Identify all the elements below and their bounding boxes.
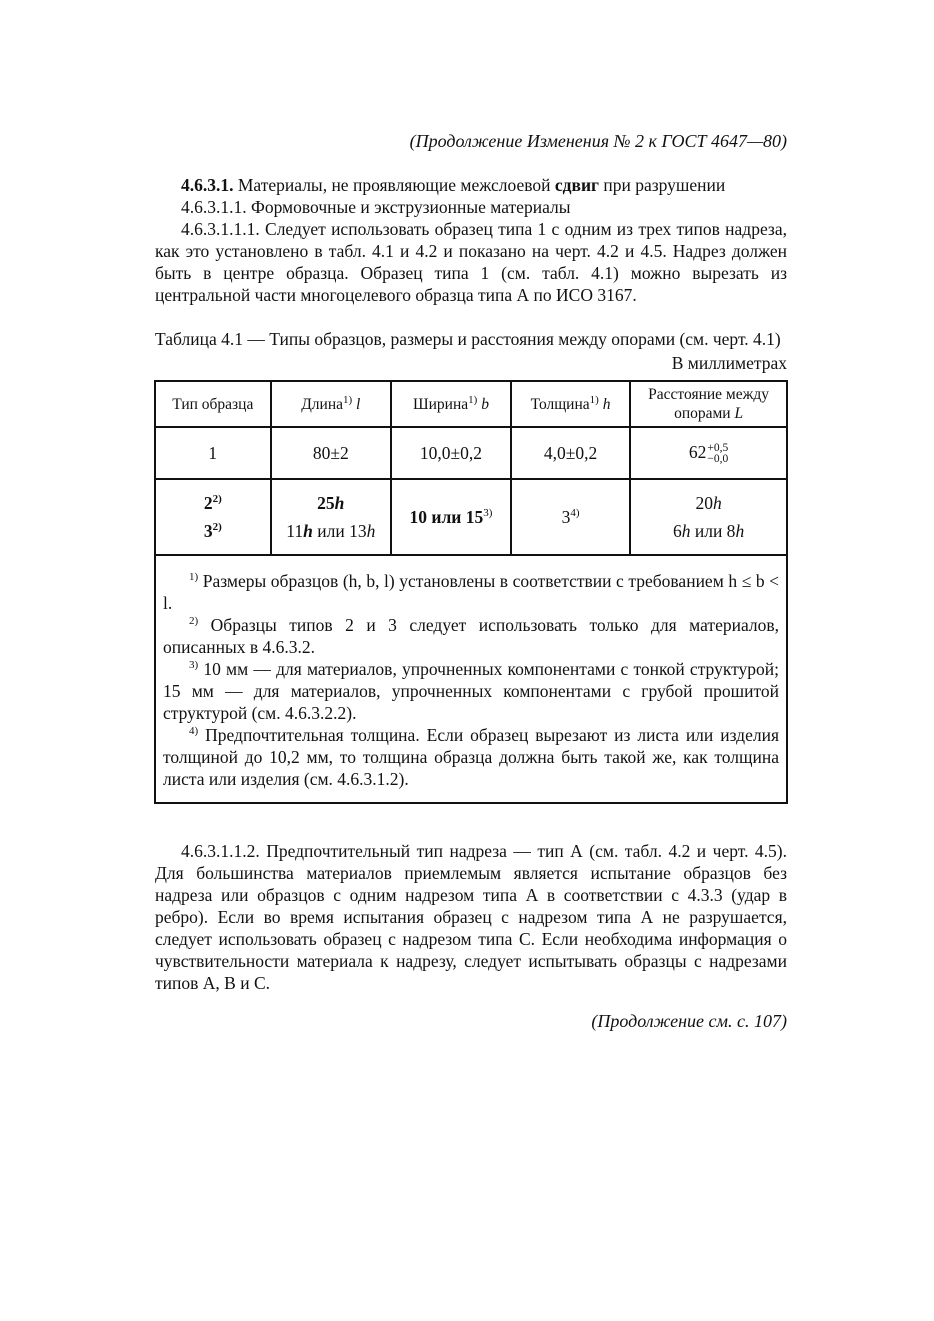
table-footnotes: [155, 555, 787, 803]
paragraph-4-6-3-1: [155, 174, 787, 196]
specimen-table: [154, 380, 788, 804]
footnote: $^{4)}$ Предпочтительная толщина. Если образец вырезают из листа или изделия толщиной до 10,2 мм, то толщина образца должна быть такой же, как толщина листа или изделия (см. 4.6.3.1.2).: [163, 725, 779, 789]
cell-thickness: 3$^{4)}$: [511, 479, 630, 555]
table-caption: Таблица 4.1 — Типы образцов, размеры и расстояния между опорами (см. черт. 4.1): [155, 329, 781, 349]
cell-length: 80±2: [271, 427, 391, 479]
cell-thickness: 4,0±0,2: [511, 427, 630, 479]
table-header-row: [155, 381, 787, 427]
cell-type: 1: [155, 427, 271, 479]
page-header: (Продолжение Изменения № 2 к ГОСТ 4647—80): [409, 131, 787, 151]
cell-distance: 20h 6h или 8h: [630, 479, 787, 555]
footnote: $^{1)}$ Размеры образцов (h, b, l) установлены в соответствии с требованием h ≤ b < l.: [163, 571, 779, 613]
section-number: 4.6.3.1.: [181, 175, 234, 195]
cell-length: 25h 11h или 13h: [271, 479, 391, 555]
footnote: $^{3)}$ 10 мм — для материалов, упрочненных компонентами с тонкой структурой; 15 мм — для материалов, упрочненных компонентами с грубой прошитой структурой (см. 4.6.3.2.2).: [163, 659, 779, 723]
page-footer: (Продолжение см. с. 107): [591, 1011, 787, 1031]
paragraph-4-6-3-1-1-1: 4.6.3.1.1.1. Следует использовать образец типа 1 с одним из трех типов надреза, как это установлено в табл. 4.1 и 4.2 и показано на черт. 4.2 и 4.5. Надрез должен быть в центре образца. Образец типа 1 (см. табл. 4.1) можно вырезать из центральной части многоцелевого образца типа А по ИСО 3167.: [155, 219, 787, 305]
table-row: [155, 479, 787, 555]
paragraph-4-6-3-1-1: 4.6.3.1.1. Формовочные и экструзионные материалы: [181, 197, 571, 217]
header-thickness: Толщина$^{1)}$ h: [511, 381, 630, 427]
footnotes-cell: [155, 555, 787, 803]
cell-type: 2$^{2)}$ 3$^{2)}$: [155, 479, 271, 555]
document-page: [155, 130, 787, 1032]
header-type: Тип образца: [155, 381, 271, 427]
paragraph-4-6-3-1-1-2: 4.6.3.1.1.2. Предпочтительный тип надреза — тип А (см. табл. 4.2 и черт. 4.5). Для большинства материалов приемлемым является испытание образцов без надреза или образцов с одним надрезом типа А в соответствии с 4.3.3 (удар в ребро). Если во время испытания образец с надрезом типа А не разрушается, следует использовать образец с надрезом типа С. Если необходима информация о чувствительности материала к надрезу, следует испытывать образцы с надрезами типов А, В и С.: [155, 841, 787, 993]
header-length: Длина$^{1)}$ l: [271, 381, 391, 427]
bold-term: сдвиг: [554, 175, 599, 195]
cell-distance: 62 +0,5 −0,0: [630, 427, 787, 479]
header-distance: Расстояние между опорами L: [630, 381, 787, 427]
table-row: [155, 427, 787, 479]
paragraph-text: Материалы, не проявляющие межслоевой: [233, 175, 555, 195]
header-width: Ширина$^{1)}$ b: [391, 381, 511, 427]
table-units: В миллиметрах: [671, 353, 787, 373]
cell-width: 10,0±0,2: [391, 427, 511, 479]
footnote: $^{2)}$ Образцы типов 2 и 3 следует использовать только для материалов, описанных в 4.6.3.2.: [163, 615, 779, 657]
cell-width: 10 или 15$^{3)}$: [391, 479, 511, 555]
paragraph-text: при разрушении: [599, 175, 726, 195]
